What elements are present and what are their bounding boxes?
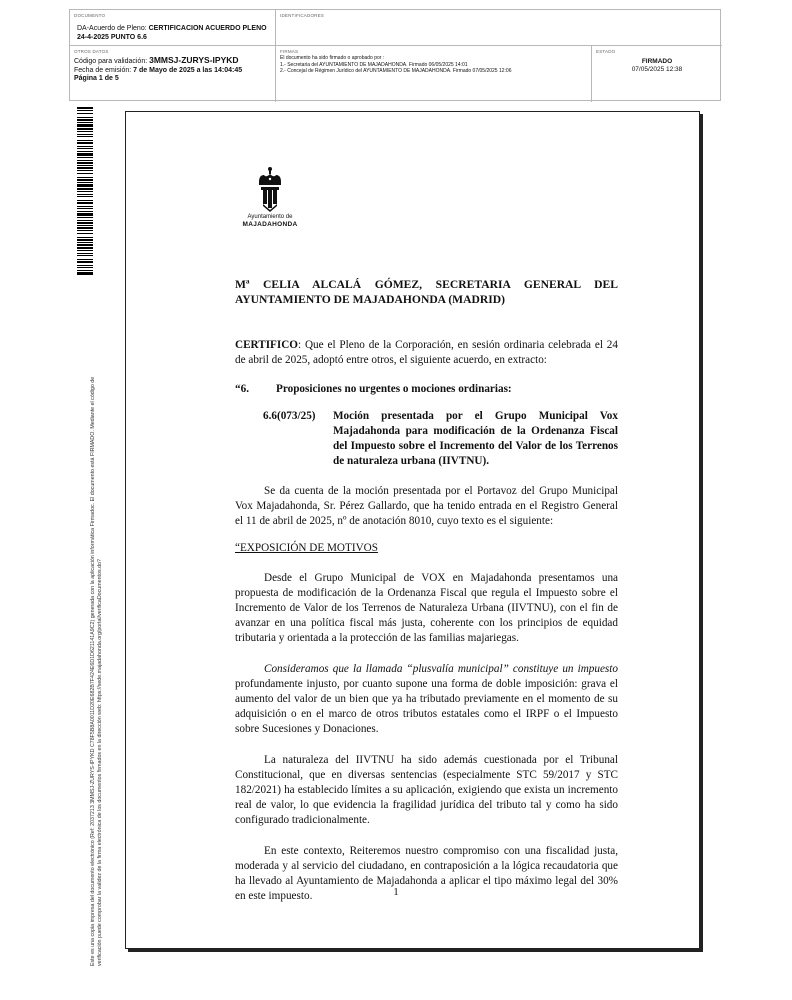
paragraph-tribunal: La naturaleza del IIVTNU ha sido además cuestionada por el Tribunal Constitucional, que en diversas sentencias (especialmente STC 59/2017 y STC 182/2021) ha establecido límites a su aplicación, exigiendo que exista un incremento real de valor, lo que evidencia la fragilidad jurídica del tributo tal y como ha sido configurado tradicionalmente. (235, 754, 618, 826)
verification-line-1: Este es una copia impresa del documento electrónico (Ref: 2037213 3MMSJ-ZURYS-IPYKD C78F5B8A0011D20E682B7F424E6D1D621141A9C2) generada con la aplicación informática Firmadoc. El documento está FIRMADO. Mediante el código de (90, 376, 96, 966)
documento-label: DOCUMENTO (74, 13, 106, 18)
documento-value (74, 24, 271, 42)
ayuntamiento-logo (233, 166, 307, 238)
certifico-text: : Que el Pleno de la Corporación, en sesión ordinaria celebrada el 24 de abril de 2025, adoptó entre otros, el siguiente acuerdo, en extracto: (235, 339, 618, 366)
signature-metadata-table (69, 9, 721, 101)
motion-title: Moción presentada por el Grupo Municipal Vox Majadahonda para modificación de la Ordenanza Fiscal del Impuesto sobre el Incremento del Valor de los Terrenos de naturaleza urbana (IIVTNU). (333, 410, 618, 467)
codigo-value[interactable]: 3MMSJ-ZURYS-IPYKD (149, 55, 239, 65)
identificadores-cell (276, 10, 722, 46)
plusvalia-italic: Consideramos que la llamada “plusvalía municipal” constituye un impuesto (264, 663, 618, 675)
section-heading (235, 382, 618, 397)
certifico-paragraph (235, 338, 618, 368)
paragraph-contexto: En este contexto, Reiteremos nuestro compromiso con una fiscalidad justa, moderada y al servicio del ciudadano, en contraposición a la lógica recaudatoria que ha llevado al Ayuntamiento de Majadahonda a aplicar el tipo máximo legal del 30% en este impuesto. (235, 845, 618, 902)
estado-date: 07/05/2025 12:38 (631, 66, 683, 73)
otros-datos-label: OTROS DATOS (74, 49, 109, 54)
document-body (235, 277, 618, 904)
documento-cell (70, 10, 276, 46)
estado-label: ESTADO (596, 49, 616, 54)
section-number: “6. (235, 383, 249, 395)
estado-cell (592, 46, 722, 102)
firma-1: 1.- Secretaria del AYUNTAMIENTO DE MAJADAHONDA. Firmado 06/05/2025 14:01 (280, 61, 468, 68)
plusvalia-rest: profundamente injusto, por cuanto supone una forma de doble imposición: grava el aumento del valor de un bien que ya ha tributado previamente en el momento de su adquisición o en el marco de otros tributos estatales como el IRPF o el Impuesto sobre Sucesiones y Donaciones. (235, 678, 618, 735)
documento-title: CERTIFICACION ACUERDO PLENO 24-4-2025 PUNTO 6.6 (77, 25, 267, 41)
identificadores-label: IDENTIFICADORES (280, 13, 325, 18)
exposicion-heading: “EXPOSICIÓN DE MOTIVOS (235, 542, 378, 554)
motion-heading (263, 409, 618, 469)
logo-text-line1: Ayuntamiento de (247, 214, 293, 220)
secretaria-heading: Mª CELIA ALCALÁ GÓMEZ, SECRETARIA GENERAL DEL AYUNTAMIENTO DE MAJADAHONDA (MADRID) (235, 278, 618, 306)
estado-value: FIRMADO (641, 58, 673, 65)
verification-line-2: verificación puede comprobar la validez de la firma electrónica de los documentos firmados en la dirección web: https://sede.majadahonda.org/portal/verificaDocumentos.do? (97, 559, 103, 966)
otros-datos-cell (70, 46, 276, 102)
pagina-count: Página 1 de 5 (74, 75, 119, 82)
barcode-image (77, 107, 93, 275)
motion-number: 6.6(073/25) (263, 410, 316, 422)
crown-crest-icon (255, 166, 285, 212)
firma-2: 2.- Concejal de Régimen Jurídico del AYUNTAMIENTO DE MAJADAHONDA. Firmado 07/05/2025 12:06 (280, 68, 512, 74)
verification-side-text (90, 296, 104, 966)
section-title: Proposiciones no urgentes o mociones ordinarias: (276, 383, 512, 395)
fecha-prefix: Fecha de emisión: (74, 66, 134, 74)
firmas-intro: El documento ha sido firmado o aprobado por : (280, 55, 385, 61)
logo-text-line2: MAJADAHONDA (242, 221, 298, 228)
paragraph-propuesta: Desde el Grupo Municipal de VOX en Majadahonda presentamos una propuesta de modificación de la Ordenanza Fiscal que regula el Impuesto sobre el Incremento de Valor de los Terrenos de Naturaleza Urbana (IIVTNU), con el fin de avanzar en una política fiscal más justa, coherente con los principios de equidad tributaria y orientada a la protección de las familias majariegas. (235, 572, 618, 644)
firmas-label: FIRMAS (280, 49, 299, 54)
codigo-validacion (74, 56, 271, 67)
fecha-emision (74, 67, 271, 76)
certifico-label: CERTIFICO (235, 339, 299, 351)
firmas-cell (276, 46, 592, 102)
paragraph-plusvalia (235, 662, 618, 737)
fecha-value: 7 de Mayo de 2025 a las 14:04:45 (133, 66, 243, 74)
documento-prefix: DA-Acuerdo de Pleno: (77, 25, 149, 32)
codigo-prefix: Código para validación: (74, 58, 150, 65)
paragraph-moción: Se da cuenta de la moción presentada por el Portavoz del Grupo Municipal Vox Majadahonda, Sr. Pérez Gallardo, que ha tenido entrada en el Registro General el 11 de abril de 2025, nº de anotación 8010, cuyo texto es el siguiente: (235, 485, 618, 527)
page-number: 1 (393, 886, 399, 898)
